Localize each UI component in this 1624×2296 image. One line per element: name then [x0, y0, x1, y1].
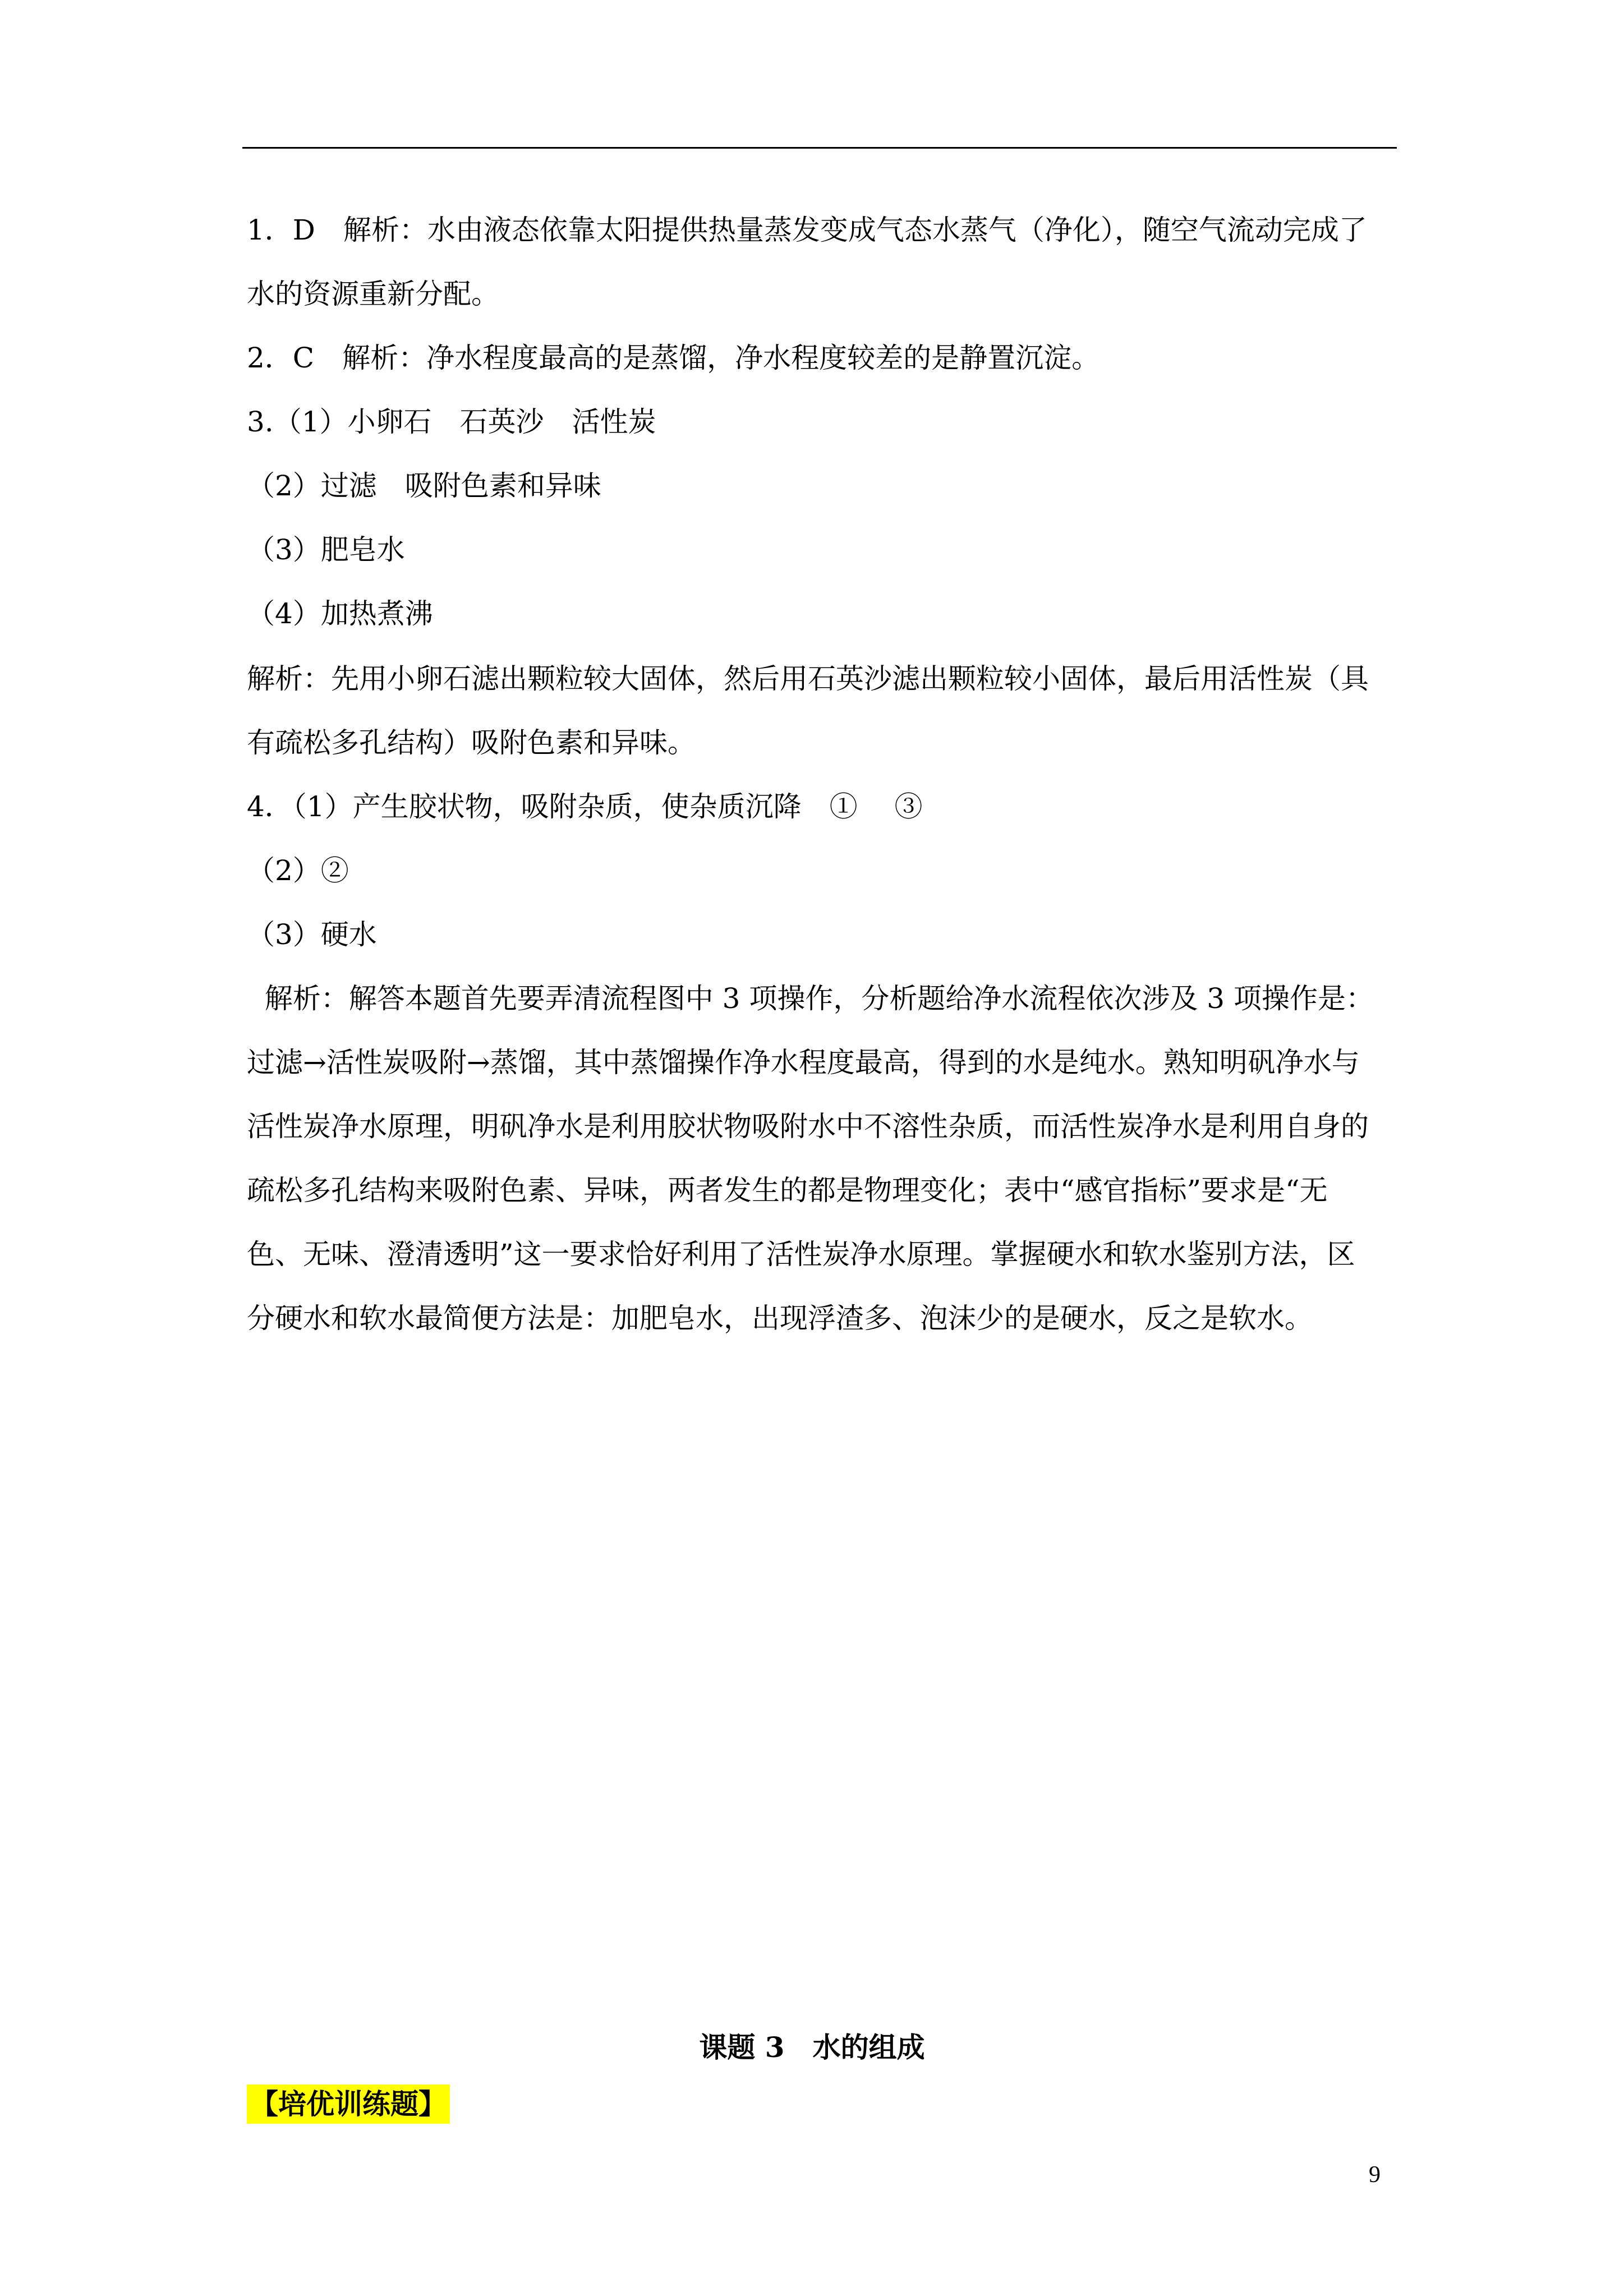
answer-line: 2．C 解析：净水程度最高的是蒸馏，净水程度较差的是静置沉淀。 [247, 342, 1100, 374]
answer-line: 解析：解答本题首先要弄清流程图中 3 项操作，分析题给净水流程依次涉及 3 项操作是： [247, 982, 1374, 1015]
answer-line: 解析：先用小卵石滤出颗粒较大固体，然后用石英沙滤出颗粒较小固体，最后用活性炭（具 [247, 662, 1369, 695]
answer-line: 过滤→活性炭吸附→蒸馏，其中蒸馏操作净水程度最高，得到的水是纯水。熟知明矾净水与 [247, 1046, 1360, 1079]
answer-line: 水的资源重新分配。 [247, 278, 499, 310]
answer-line: （4）加热煮沸 [247, 597, 433, 630]
answer-line: 有疏松多孔结构）吸附色素和异味。 [247, 726, 696, 759]
answer-line: 色、无味、澄清透明”这一要求恰好利用了活性炭净水原理。掌握硬水和软水鉴别方法，区 [247, 1238, 1355, 1271]
page-number: 9 [1369, 2162, 1381, 2188]
answer-line: 4．（1）产生胶状物，吸附杂质，使杂质沉降 ① ③ [247, 790, 923, 823]
header-rule [242, 147, 1397, 149]
section-title: 课题 3 水的组成 [699, 2031, 925, 2064]
training-tag: 【培优训练题】 [247, 2085, 450, 2124]
answer-line: （3）硬水 [247, 918, 377, 951]
answer-line: （2）② [247, 854, 349, 887]
answer-line: （3）肥皂水 [247, 533, 405, 566]
answer-line: 活性炭净水原理，明矾净水是利用胶状物吸附水中不溶性杂质，而活性炭净水是利用自身的 [247, 1110, 1369, 1143]
answer-line: 1．D 解析：水由液态依靠太阳提供热量蒸发变成气态水蒸气（净化），随空气流动完成了 [247, 214, 1367, 246]
answer-line: （2）过滤 吸附色素和异味 [247, 470, 601, 502]
answer-line: 3.（1）小卵石 石英沙 活性炭 [247, 406, 656, 438]
answer-line: 疏松多孔结构来吸附色素、异味，两者发生的都是物理变化；表中“感官指标”要求是“无 [247, 1174, 1328, 1207]
answer-line: 分硬水和软水最简便方法是：加肥皂水，出现浮渣多、泡沫少的是硬水，反之是软水。 [247, 1302, 1313, 1335]
